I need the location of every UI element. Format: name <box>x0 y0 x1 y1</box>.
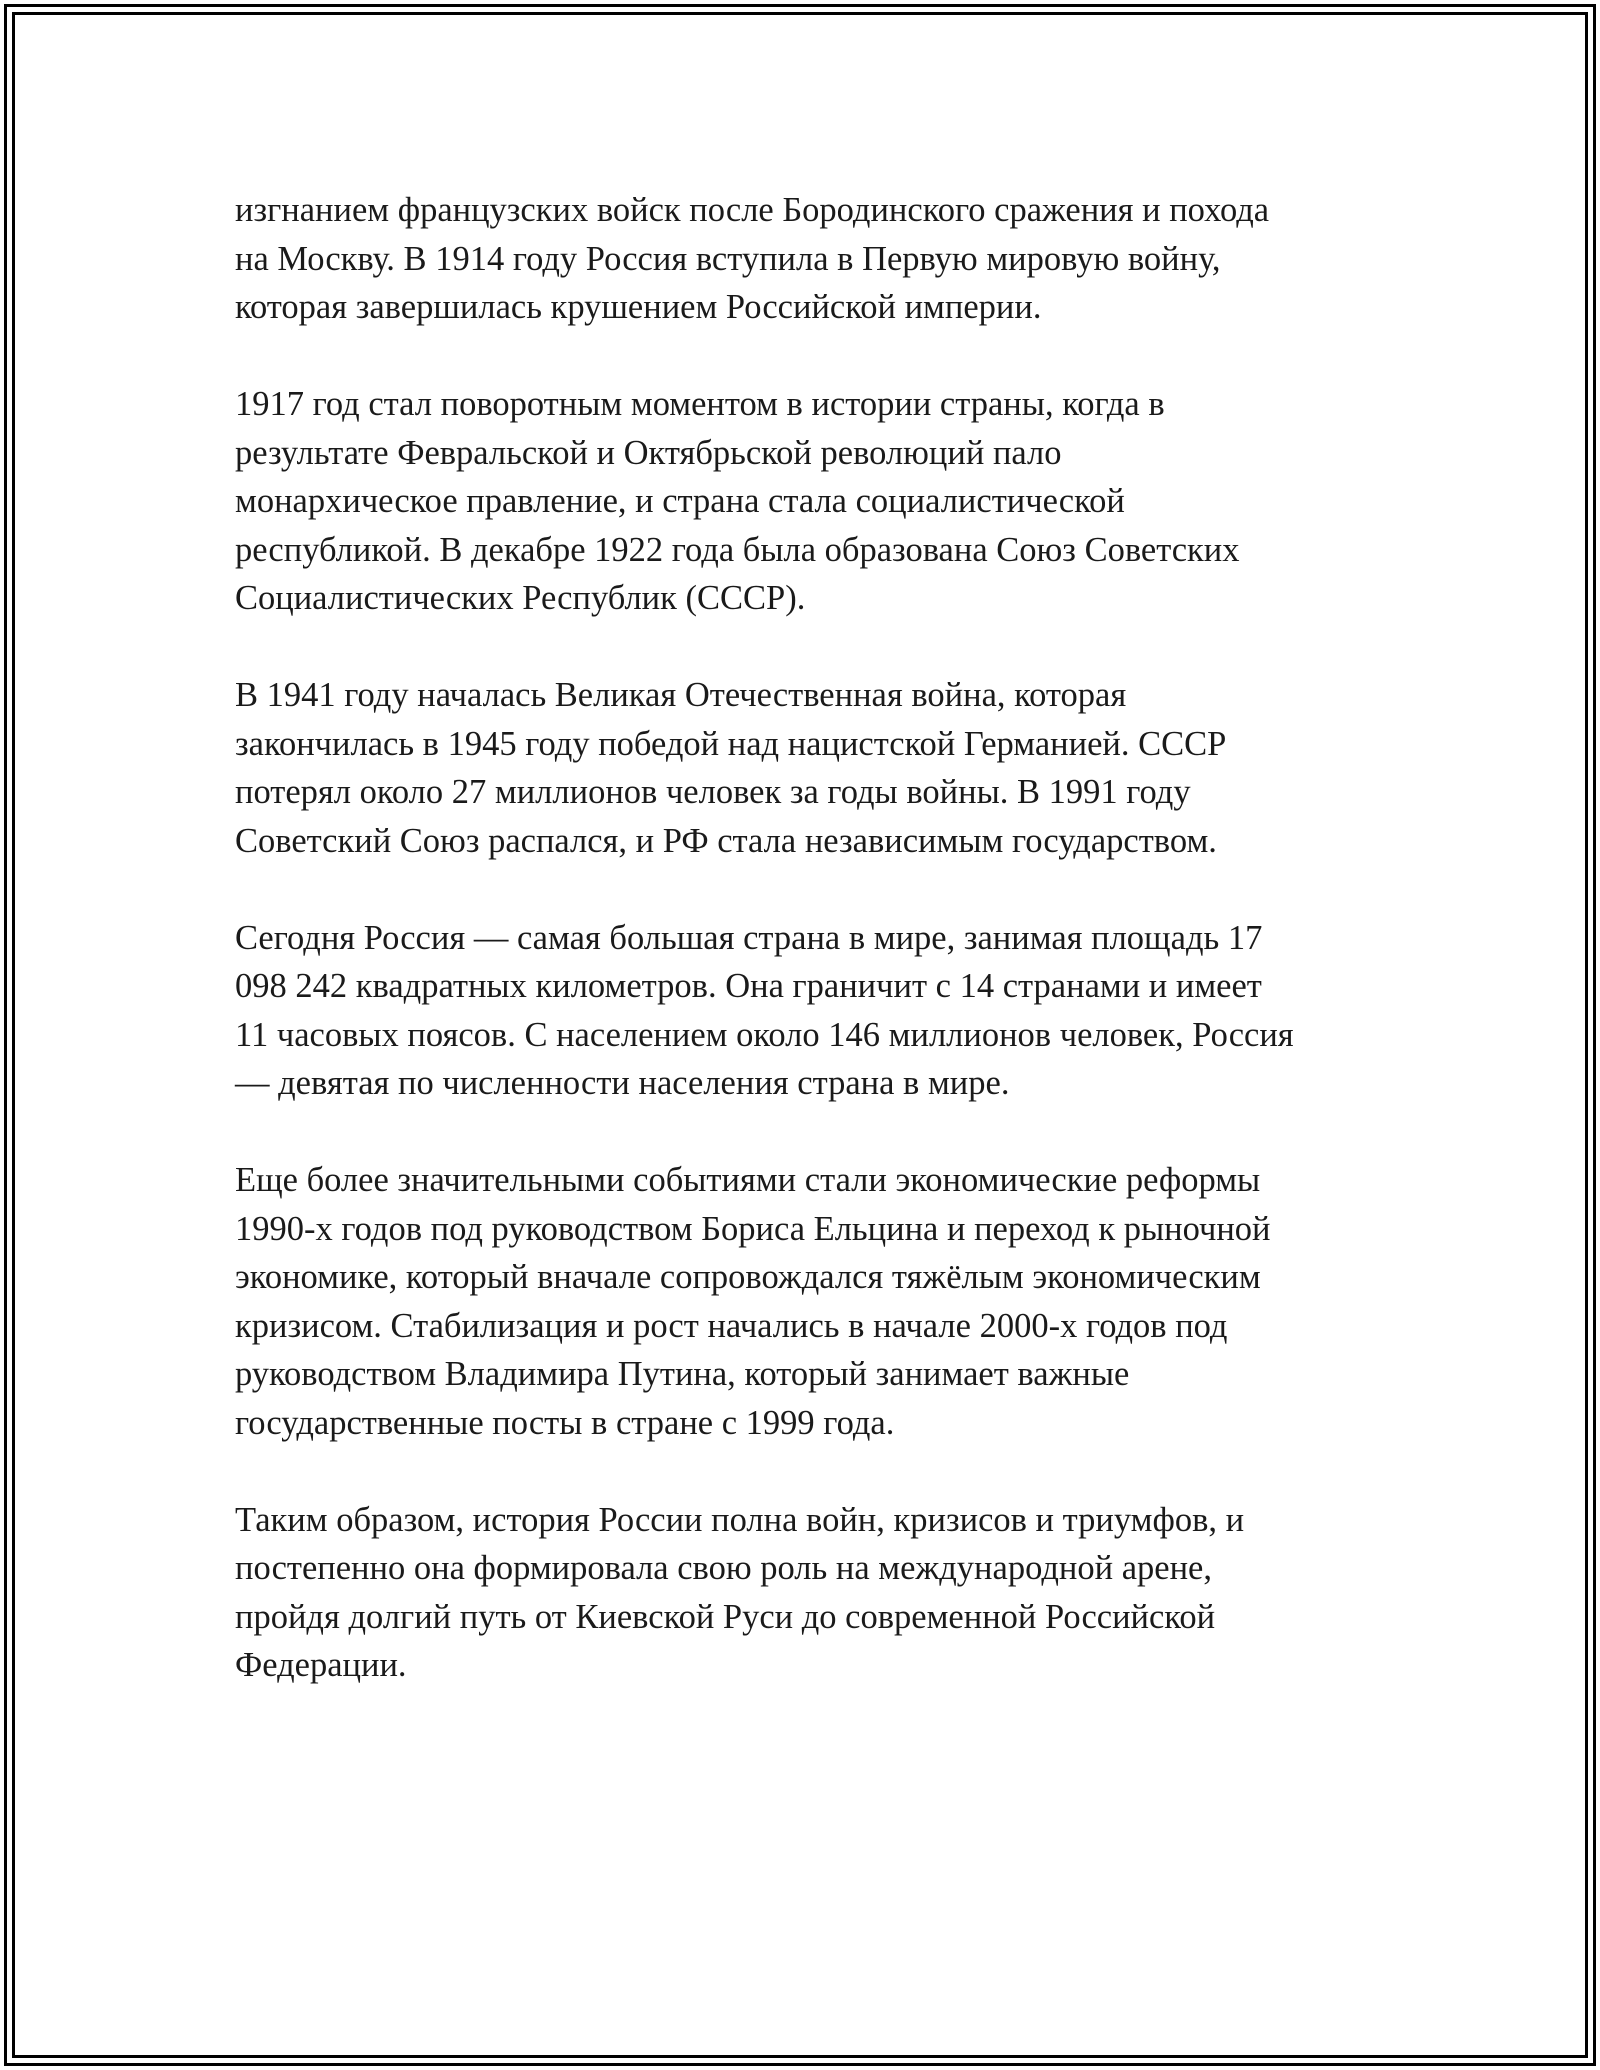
paragraph-6: Таким образом, история России полна войн, кризисов и триумфов, и постепенно она формировала свою роль на международной арене, пройдя долгий путь от Киевской Руси до современной Российской Федерации. <box>235 1500 1245 1684</box>
paragraph-5: Еще более значительными событиями стали экономические реформы 1990-х годов под руководством Бориса Ельцина и переход к рыночной экономике, который вначале сопровождался тяжёлым экономическим кризисом. Стабилизация и рост начались в начале 2000-х годов под руководством Владимира Путина, который занимает важные государственные посты в стране с 1999 года. <box>235 1161 1271 1442</box>
paragraph-4: Сегодня Россия — самая большая страна в мире, занимая площадь 17 098 242 квадратных километров. Она граничит с 14 странами и имеет 11 часовых поясов. С населением около 146 миллионов человек, Россия — девятая по численности населения страна в мире. <box>235 918 1294 1102</box>
document-body <box>235 186 1375 1690</box>
paragraph-2: 1917 год стал поворотным моментом в истории страны, когда в результате Февральской и Октябрьской революций пало монархическое правление, и страна стала социалистической республикой. В декабре 1922 года была образована Союз Советских Социалистических Республик (СССР). <box>235 385 1240 617</box>
paragraph-3: В 1941 году началась Великая Отечественная война, которая закончилась в 1945 году победой над нацистской Германией. СССР потерял около 27 миллионов человек за годы войны. В 1991 году Советский Союз распался, и РФ стала независимым государством. <box>235 676 1227 860</box>
paragraph-1: изгнанием французских войск после Бородинского сражения и похода на Москву. В 1914 году Россия вступила в Первую мировую войну, которая завершилась крушением Российской империи. <box>235 191 1270 326</box>
